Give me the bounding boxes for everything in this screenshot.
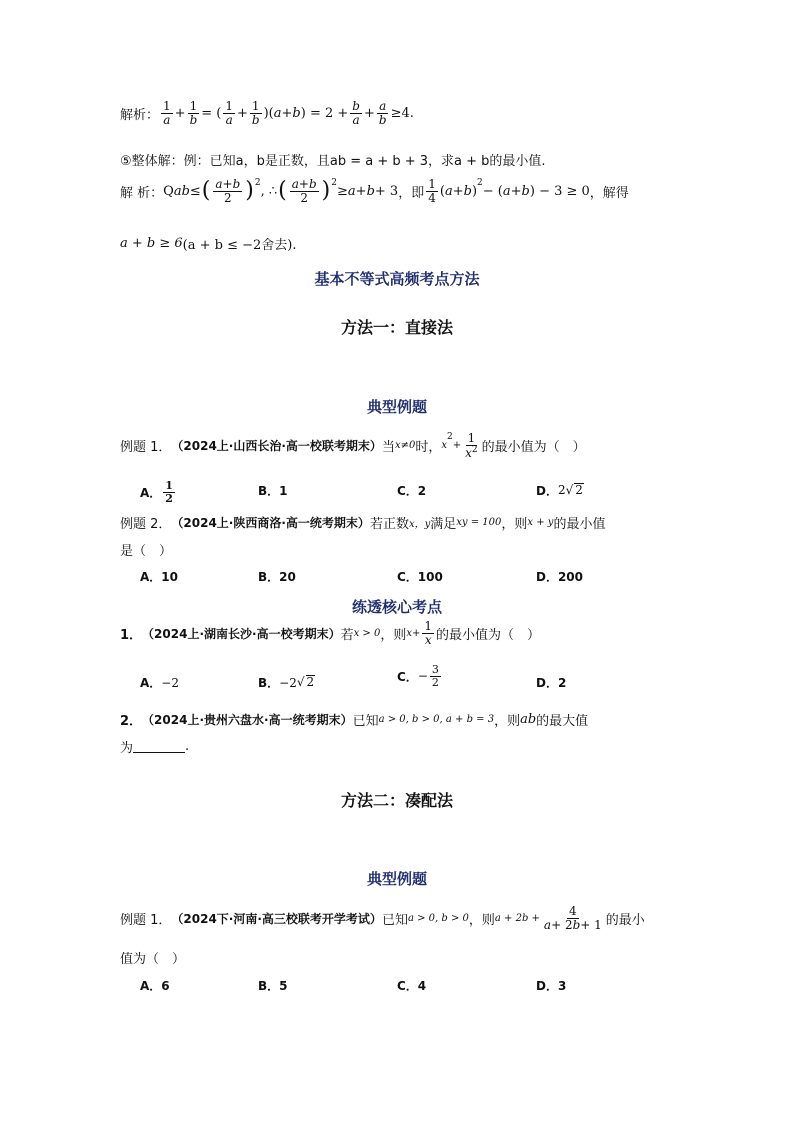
- option-c[interactable]: [397, 568, 443, 585]
- fraction: $\frac{1}{4}$: [428, 177, 436, 205]
- question-text: 当: [381, 440, 395, 456]
- question-text: 值为（ ）: [120, 952, 186, 967]
- question-text: 的最小: [605, 912, 645, 928]
- solution-result: a + b ≥ 6: [120, 236, 183, 251]
- option-a[interactable]: [140, 480, 177, 504]
- question-text: 若正数: [369, 517, 409, 532]
- example-label: 例题 1．: [120, 440, 172, 456]
- option-label: C．4: [397, 979, 427, 993]
- fraction: $\frac{a+b}{2}$: [291, 177, 317, 205]
- condition: a > 0, b > 0, a + b = 3: [378, 714, 495, 725]
- fraction: $\frac{1}{2}$: [165, 479, 173, 505]
- typical-examples-title-1: 典型例题: [366, 398, 427, 416]
- example-3-question-cont: [120, 948, 185, 967]
- answer-blank[interactable]: [133, 740, 185, 753]
- question-text: 的最小值为（ ）: [481, 440, 586, 456]
- question-text: 满足: [430, 517, 457, 532]
- option-c[interactable]: [397, 977, 426, 994]
- question-text: 的最大值: [536, 714, 589, 729]
- option-label: D．200: [536, 570, 584, 584]
- example-1-question: 例题 1． （2024上·山西长治·高一校联考期末） 当 x≠0 时， x $^2$ + $\frac{1}{x^2}$ 的最小值为（ ）: [120, 431, 586, 460]
- option-label: B．1: [258, 484, 288, 498]
- practice-label: 1．: [120, 627, 143, 643]
- condition: x≠0: [394, 440, 416, 452]
- question-text: 的最小值为（ ）: [436, 627, 541, 643]
- condition: a > 0, b > 0: [407, 912, 469, 924]
- option-d[interactable]: [536, 674, 566, 691]
- solution-label-2: 解 析：: [120, 185, 164, 201]
- section-title: 基本不等式高频考点方法: [314, 270, 480, 288]
- option-label: C．2: [397, 484, 427, 498]
- option-label: D．3: [536, 979, 567, 993]
- solution-line-4: [120, 234, 297, 253]
- option-label: A．6: [140, 979, 170, 993]
- method-one-title: 方法一：直接法: [340, 318, 453, 337]
- example-source: （2024上·山西长治·高一校联考期末）: [171, 439, 382, 454]
- question-text: ，则: [468, 912, 495, 928]
- example-source: （2024下·河南·高三校联考开学考试）: [171, 911, 382, 926]
- typical-examples-title-2: 典型例题: [366, 870, 427, 888]
- question-text: .: [185, 739, 190, 754]
- example-source: （2024上·陕西商洛·高一统考期末）: [171, 516, 370, 530]
- overall-method-text: ⑤整体解：例：已知a，b是正数，且ab = a + b + 3，求a + b的最小值.: [120, 154, 546, 169]
- condition: xy = 100: [456, 517, 502, 528]
- question-text: 已知: [381, 912, 408, 928]
- fraction: $\frac{3}{2}$: [431, 663, 439, 689]
- practice-1-question: 1． （2024上·湖南长沙·高一校考期末） 若 x > 0 ，则 x + $\frac{1}{x}$ 的最小值为（ ）: [120, 619, 541, 647]
- option-d[interactable]: [536, 568, 583, 585]
- example-2-question: [120, 513, 605, 532]
- option-b[interactable]: [258, 568, 296, 585]
- fraction: $\frac{4}{a+ 2b+ 1}$: [543, 904, 602, 932]
- option-b[interactable]: B． −2 √ 2: [258, 675, 315, 690]
- fraction: $\frac{a+b}{2}$: [215, 177, 241, 205]
- option-a[interactable]: [140, 568, 178, 585]
- question-text: 时，: [415, 440, 442, 456]
- overall-method-line: [120, 150, 546, 169]
- example-3-question: [120, 905, 645, 931]
- question-text: ，则: [380, 627, 407, 643]
- practice-source: （2024上·湖南长沙·高一校考期末）: [142, 626, 341, 641]
- solution-discard: (a + b ≤ −2舍去).: [182, 238, 297, 253]
- condition: x > 0: [353, 627, 381, 639]
- fraction: $\frac{1}{x^2}$: [465, 431, 478, 460]
- variables: x，y: [408, 519, 431, 530]
- fraction: $\frac{1}{x}$: [424, 619, 433, 647]
- expression: x + y: [527, 517, 554, 528]
- solution-tail: ≥4.: [390, 105, 414, 121]
- option-label: C．: [397, 669, 418, 684]
- fraction: $\frac{b}{a}$: [352, 99, 360, 127]
- option-label: C．100: [397, 570, 443, 584]
- example-label: 例题 2．: [120, 517, 172, 532]
- solution-mid: ，即: [398, 185, 425, 201]
- option-label: A．: [140, 676, 162, 690]
- option-a[interactable]: [140, 977, 170, 994]
- expression: a + 2b +: [494, 912, 540, 924]
- option-d[interactable]: [536, 977, 566, 994]
- option-c[interactable]: C． − $\frac{3}{2}$: [397, 663, 439, 689]
- fraction: $\frac{1}{b}$: [189, 99, 198, 127]
- fraction: $\frac{a}{b}$: [378, 99, 387, 127]
- question-text: 的最小值: [553, 517, 606, 532]
- solution-line-1: 解析： $\frac{1}{a}$ + $\frac{1}{b}$ = ( $\frac{1}{a}$ + $\frac{1}{b}$ )( a + b ) = 2 + $\frac{b}{a}$ + $\frac{a}{b}$ ≥4.: [120, 99, 414, 127]
- option-a[interactable]: [140, 674, 179, 691]
- option-label: B．: [258, 676, 280, 690]
- example-label: 例题 1．: [120, 912, 172, 928]
- option-d[interactable]: D． 2√ 2: [536, 483, 583, 498]
- question-text: ，则: [494, 714, 521, 729]
- option-label: A．10: [140, 570, 178, 584]
- solution-tail-2: ，解得: [589, 185, 629, 201]
- solution-label: 解析：: [120, 107, 160, 123]
- question-text: ，则: [501, 517, 528, 532]
- practice-label: 2．: [120, 714, 143, 729]
- fraction: $\frac{1}{b}$: [251, 99, 260, 127]
- option-value: −2: [161, 675, 179, 690]
- option-c[interactable]: [397, 482, 426, 499]
- option-label: D．: [536, 484, 558, 498]
- question-text: 已知: [352, 714, 379, 729]
- question-text: 是（ ）: [120, 544, 173, 559]
- practice-title: 练透核心考点: [351, 598, 442, 616]
- expression: ab: [520, 712, 537, 727]
- fraction: $\frac{1}{a}$: [225, 99, 233, 127]
- option-value: −2: [279, 675, 297, 690]
- practice-2-question: [120, 710, 588, 729]
- option-b[interactable]: [258, 977, 288, 994]
- option-label: D．2: [536, 676, 567, 690]
- option-label: B．20: [258, 570, 296, 584]
- option-label: B．5: [258, 979, 288, 993]
- method-two-title: 方法二：凑配法: [340, 791, 453, 810]
- practice-source: （2024上·贵州六盘水·高一统考期末）: [142, 713, 353, 727]
- question-text: 为: [120, 741, 134, 756]
- practice-2-question-cont: [120, 737, 189, 756]
- example-2-question-cont: [120, 540, 172, 559]
- q-symbol: Q: [163, 183, 174, 199]
- solution-line-3: 解 析： Q ab ≤ ( $\frac{a+b}{2}$ ) $^2$ , ∴ ( $\frac{a+b}{2}$ ) $^2$ ≥ a + b + 3 ，即 $\frac{1}{4}$ ( a + b ) $^2$ − ( a + b ) − 3 ≥ 0 ，解得: [120, 177, 629, 205]
- option-label: A．: [140, 485, 162, 500]
- question-text: 若: [340, 627, 354, 643]
- fraction: $\frac{1}{a}$: [163, 99, 171, 127]
- option-b[interactable]: [258, 482, 288, 499]
